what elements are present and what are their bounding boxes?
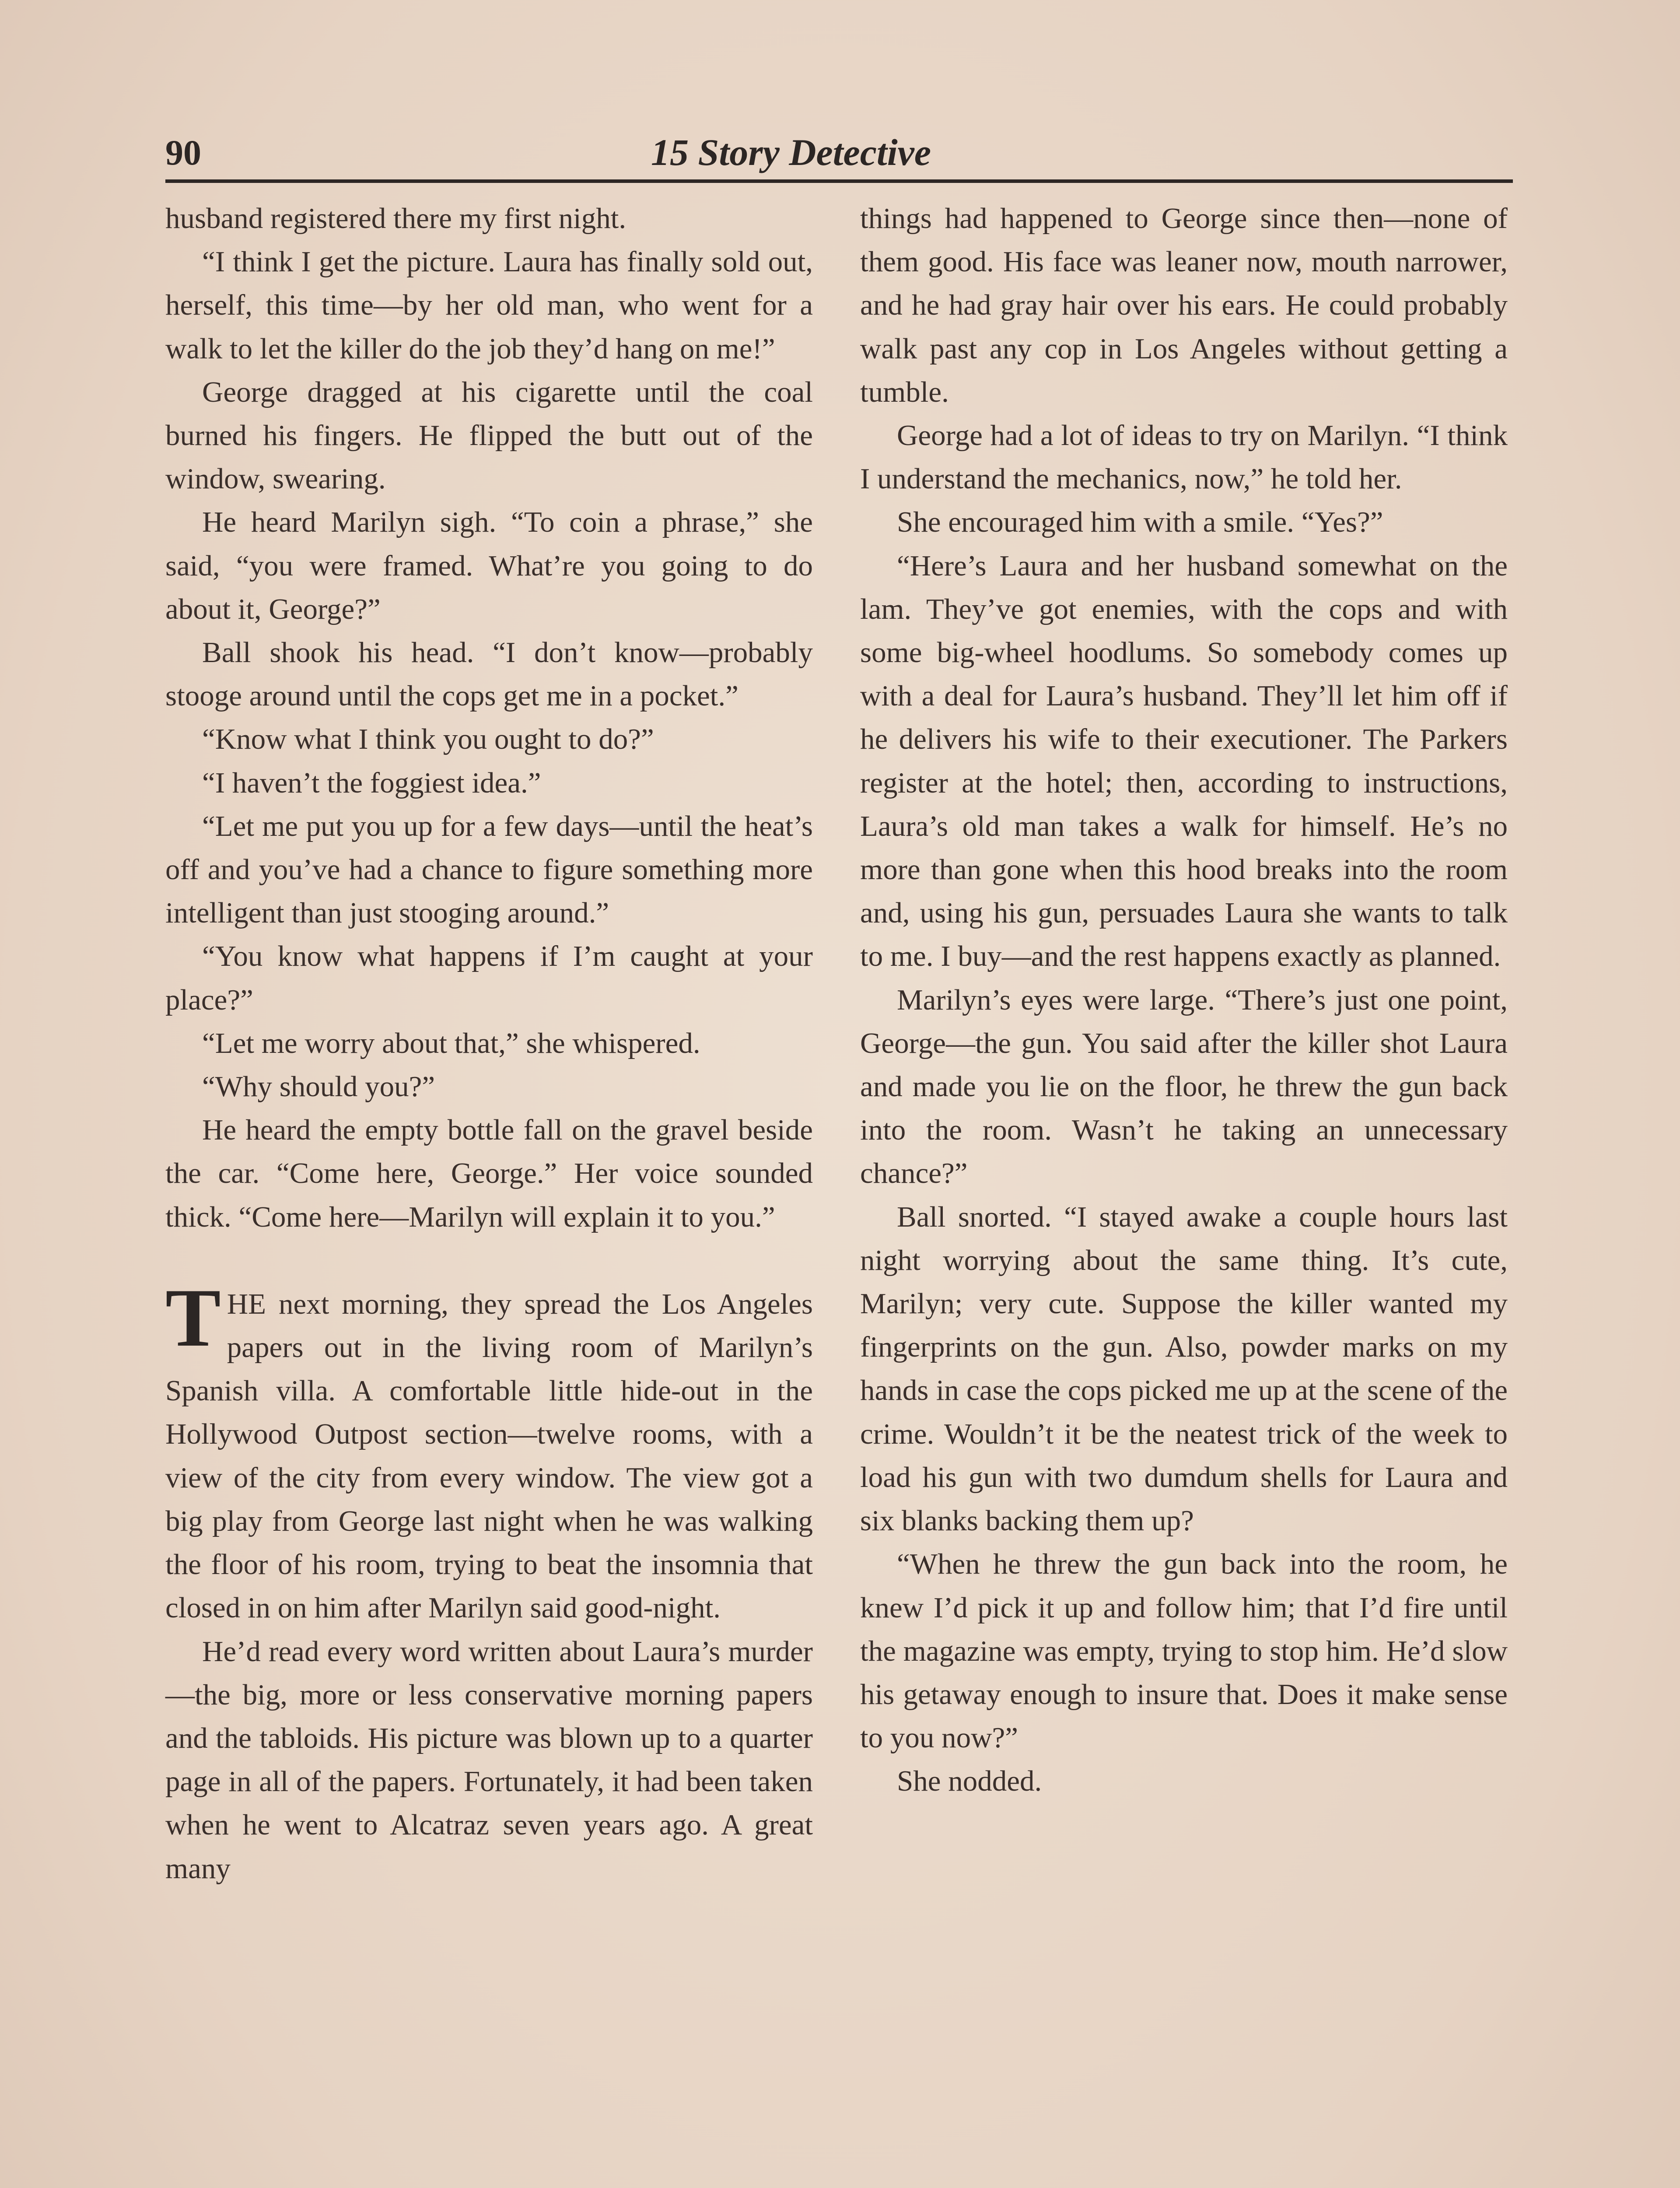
paragraph: “Why should you?”	[202, 1070, 435, 1103]
paragraph: “Here’s Laura and her husband somewhat on the lam. They’ve got enemies, with the cops and with some big-wheel hoodlums. So somebody comes up with a deal for Laura’s husband. They’ll let him off if he delivers his wife to their executioner. The Parkers register at the hotel; then, according to instructions, Laura’s old man takes a walk for himself. He’s no more than gone when this hood breaks into the room and, using his gun, persuades Laura she wants to talk to me. I buy—and the rest happens exactly as planned.	[860, 549, 1508, 973]
paragraph: “You know what happens if I’m caught at your place?”	[165, 940, 813, 1016]
paragraph: “I think I get the picture. Laura has finally sold out, herself, this time—by her old man, who went for a walk to let the killer do the job they’d hang on me!”	[165, 245, 813, 365]
paragraph: Ball snorted. “I stayed awake a couple hours last night worrying about the same thing. It’s cute, Marilyn; very cute. Suppose the killer wanted my fingerprints on the gun. Also, powder marks on my hands in case the cops picked me up at the scene of the crime. Wouldn’t it be the neatest trick of the week to load his gun with two dumdum shells for Laura and six blanks backing them up?	[860, 1200, 1508, 1537]
paragraph: George had a lot of ideas to try on Marilyn. “I think I understand the mechanics, now,” he told her.	[860, 419, 1508, 495]
left-column	[165, 197, 813, 1890]
page-header	[165, 127, 1513, 179]
paragraph: He’d read every word written about Laura’s murder—the big, more or less conservative morning papers and the tabloids. His picture was blown up to a quarter page in all of the papers. Fortunately, it had been taken when he went to Alcatraz seven years ago. A great many	[165, 1635, 813, 1885]
magazine-title: 15 Story Detective	[651, 131, 931, 173]
paragraph: She nodded.	[897, 1765, 1042, 1798]
right-column	[860, 197, 1508, 1803]
paragraph: Ball shook his head. “I don’t know—probably stooge around until the cops get me in a pocket.”	[165, 636, 813, 712]
paragraph: She encouraged him with a smile. “Yes?”	[897, 506, 1383, 539]
header-rule	[165, 179, 1513, 183]
paragraph: “I haven’t the foggiest idea.”	[202, 766, 541, 799]
section-opening-text: HE next morning, they spread the Los Angeles papers out in the living room of Marilyn’s Spanish villa. A comfortable little hide-out in the Hollywood Outpost section—twelve rooms, with a view of the city from every window. The view got a big play from George last night when he was walking the floor of his room, trying to beat the insomnia that closed in on him after Marilyn said good-night.	[165, 1287, 813, 1624]
paragraph: things had happened to George since then—none of them good. His face was leaner now, mouth narrower, and he had gray hair over his ears. He could probably walk past any cop in Los Angeles without getting a tumble.	[860, 202, 1508, 408]
paragraph: “When he threw the gun back into the room, he knew I’d pick it up and follow him; that I’d fire until the magazine was empty, trying to stop him. He’d slow his getaway enough to insure that. Does it make sense to you now?”	[860, 1548, 1508, 1754]
paragraph: “Let me put you up for a few days—until the heat’s off and you’ve had a chance to figure something more intelligent than just stooging around.”	[165, 810, 813, 929]
paragraph: “Let me worry about that,” she whispered.	[202, 1027, 700, 1059]
paragraph: George dragged at his cigarette until the coal burned his fingers. He flipped the butt out of the window, swearing.	[165, 375, 813, 495]
paragraph: husband registered there my first night.	[165, 202, 626, 235]
paragraph: “Know what I think you ought to do?”	[202, 723, 654, 756]
paragraph: Marilyn’s eyes were large. “There’s just one point, George—the gun. You said after the killer shot Laura and made you lie on the floor, he threw the gun back into the room. Wasn’t he taking an unnecessary chance?”	[860, 983, 1508, 1190]
section-opening-paragraph	[165, 1272, 813, 1630]
paragraph: He heard Marilyn sigh. “To coin a phrase,” she said, “you were framed. What’re you going to do about it, George?”	[165, 506, 813, 625]
drop-cap: T	[165, 1272, 221, 1364]
paragraph: He heard the empty bottle fall on the gravel beside the car. “Come here, George.” Her voice sounded thick. “Come here—Marilyn will explain it to you.”	[165, 1114, 813, 1233]
page-number: 90	[165, 133, 201, 172]
